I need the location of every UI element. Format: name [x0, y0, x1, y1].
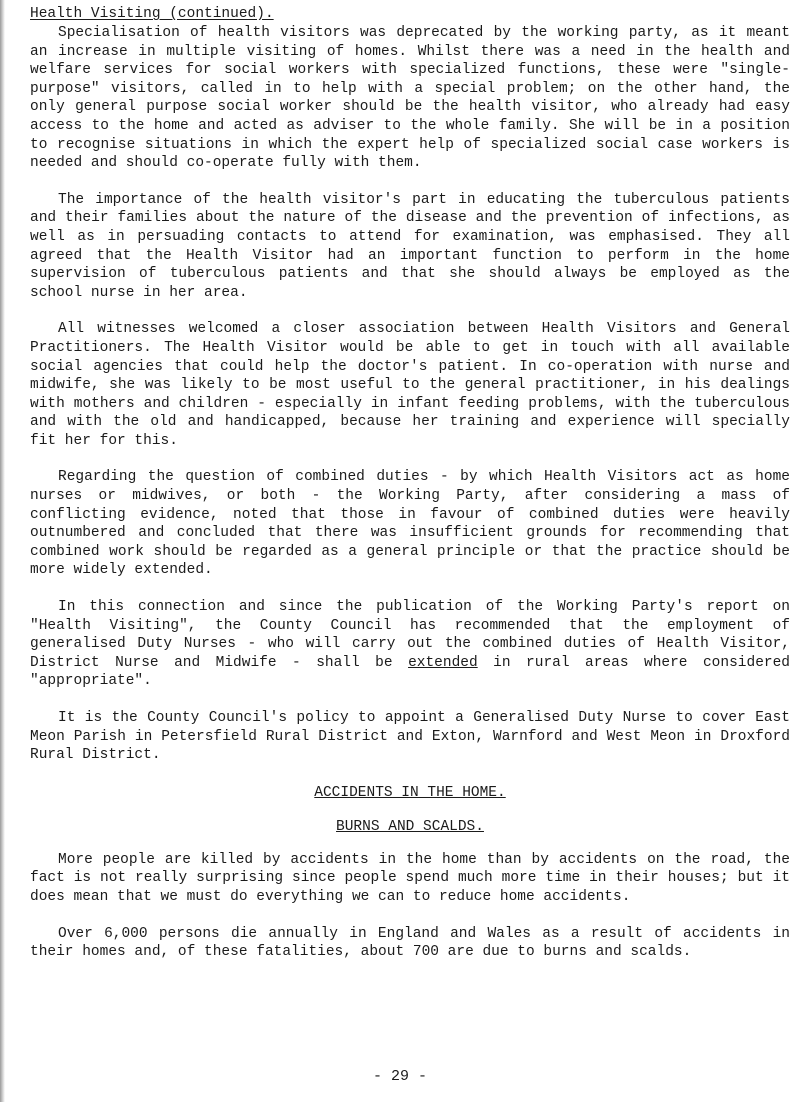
page-number: - 29 -	[372, 1068, 427, 1085]
paragraph-duty-nurses-end: in rural areas where considered "appropriate".	[30, 654, 790, 690]
paragraph-tuberculous: The importance of the health visitor's part in educating the tuberculous patients and their families about the nature of the disease and the prevention of infections, as well as in persuading contacts to attend for examination, was emphasised. They all agreed that the Health Visitor had an important function to perform in the home supervision of tuberculous patients and that she should always be employed as the school nurse in her area.	[30, 191, 790, 301]
paragraph-combined-duties: Regarding the question of combined duties - by which Health Visitors act as home nurses or midwives, or both - the Working Party, after considering a mass of conflicting evidence, noted that those in favour of combined duties were heavily outnumbered and concluded that there was insufficient grounds for recommending that combined work should be regarded as a general principle or that the practice should be more widely extended.	[30, 469, 790, 579]
paragraph-specialisation: Specialisation of health visitors was deprecated by the working party, as it meant an increase in multiple visiting of homes. Whilst there was a need in the health and welfare services for social workers with specialized functions, these were "single-purpose" visitors, called in to help with a special problem; on the other hand, the only general purpose social worker should be the health visitor, who already had easy access to the home and acted as adviser to the whole family. She will be in a position to recognise situations in which the expert help of specialized social case workers is needed and should co-operate fully with them.	[30, 25, 790, 172]
paragraph-general-practitioners: All witnesses welcomed a closer association between Health Visitors and General Practitioners. The Health Visitor would be able to get in touch with all available social agencies that could help the doctor's patient. In co-operation with nurse and midwife, she was likely to be most useful to the general practitioner, in his dealings with mothers and children - especially in infant feeding problems, with the tuberculous and with the old and handicapped, because her training and experience will specially fit her for this.	[30, 321, 790, 449]
subsection-title: BURNS AND SCALDS.	[336, 818, 484, 835]
page-heading: Health Visiting (continued).	[30, 6, 274, 22]
section-title: ACCIDENTS IN THE HOME.	[314, 784, 506, 801]
extended-word: extended	[408, 654, 478, 671]
paragraph-home-accidents: More people are killed by accidents in the home than by accidents on the road, the fact is not really surprising since people spend much more time in their houses; but it does mean that we must do everything we can to reduce home accidents.	[30, 851, 790, 905]
binding-edge	[0, 0, 5, 1102]
paragraph-fatalities: Over 6,000 persons die annually in England and Wales as a result of accidents in their homes and, of these fatalities, about 700 are due to burns and scalds.	[30, 925, 790, 961]
paragraph-county-policy: It is the County Council's policy to appoint a Generalised Duty Nurse to cover East Meon Parish in Petersfield Rural District and Exton, Warnford and West Meon in Droxford Rural District.	[30, 710, 790, 764]
paragraph-duty-nurses-start: In this connection and since the publication of the Working Party's report on "Health Visiting", the County Council has recommended that the employment of generalised Duty Nurses - who will carry out the combined duties of Health Visitor, District Nurse and Midwife - shall be	[30, 599, 790, 671]
paragraph-duty-nurses	[30, 598, 790, 691]
page-content	[30, 4, 790, 962]
